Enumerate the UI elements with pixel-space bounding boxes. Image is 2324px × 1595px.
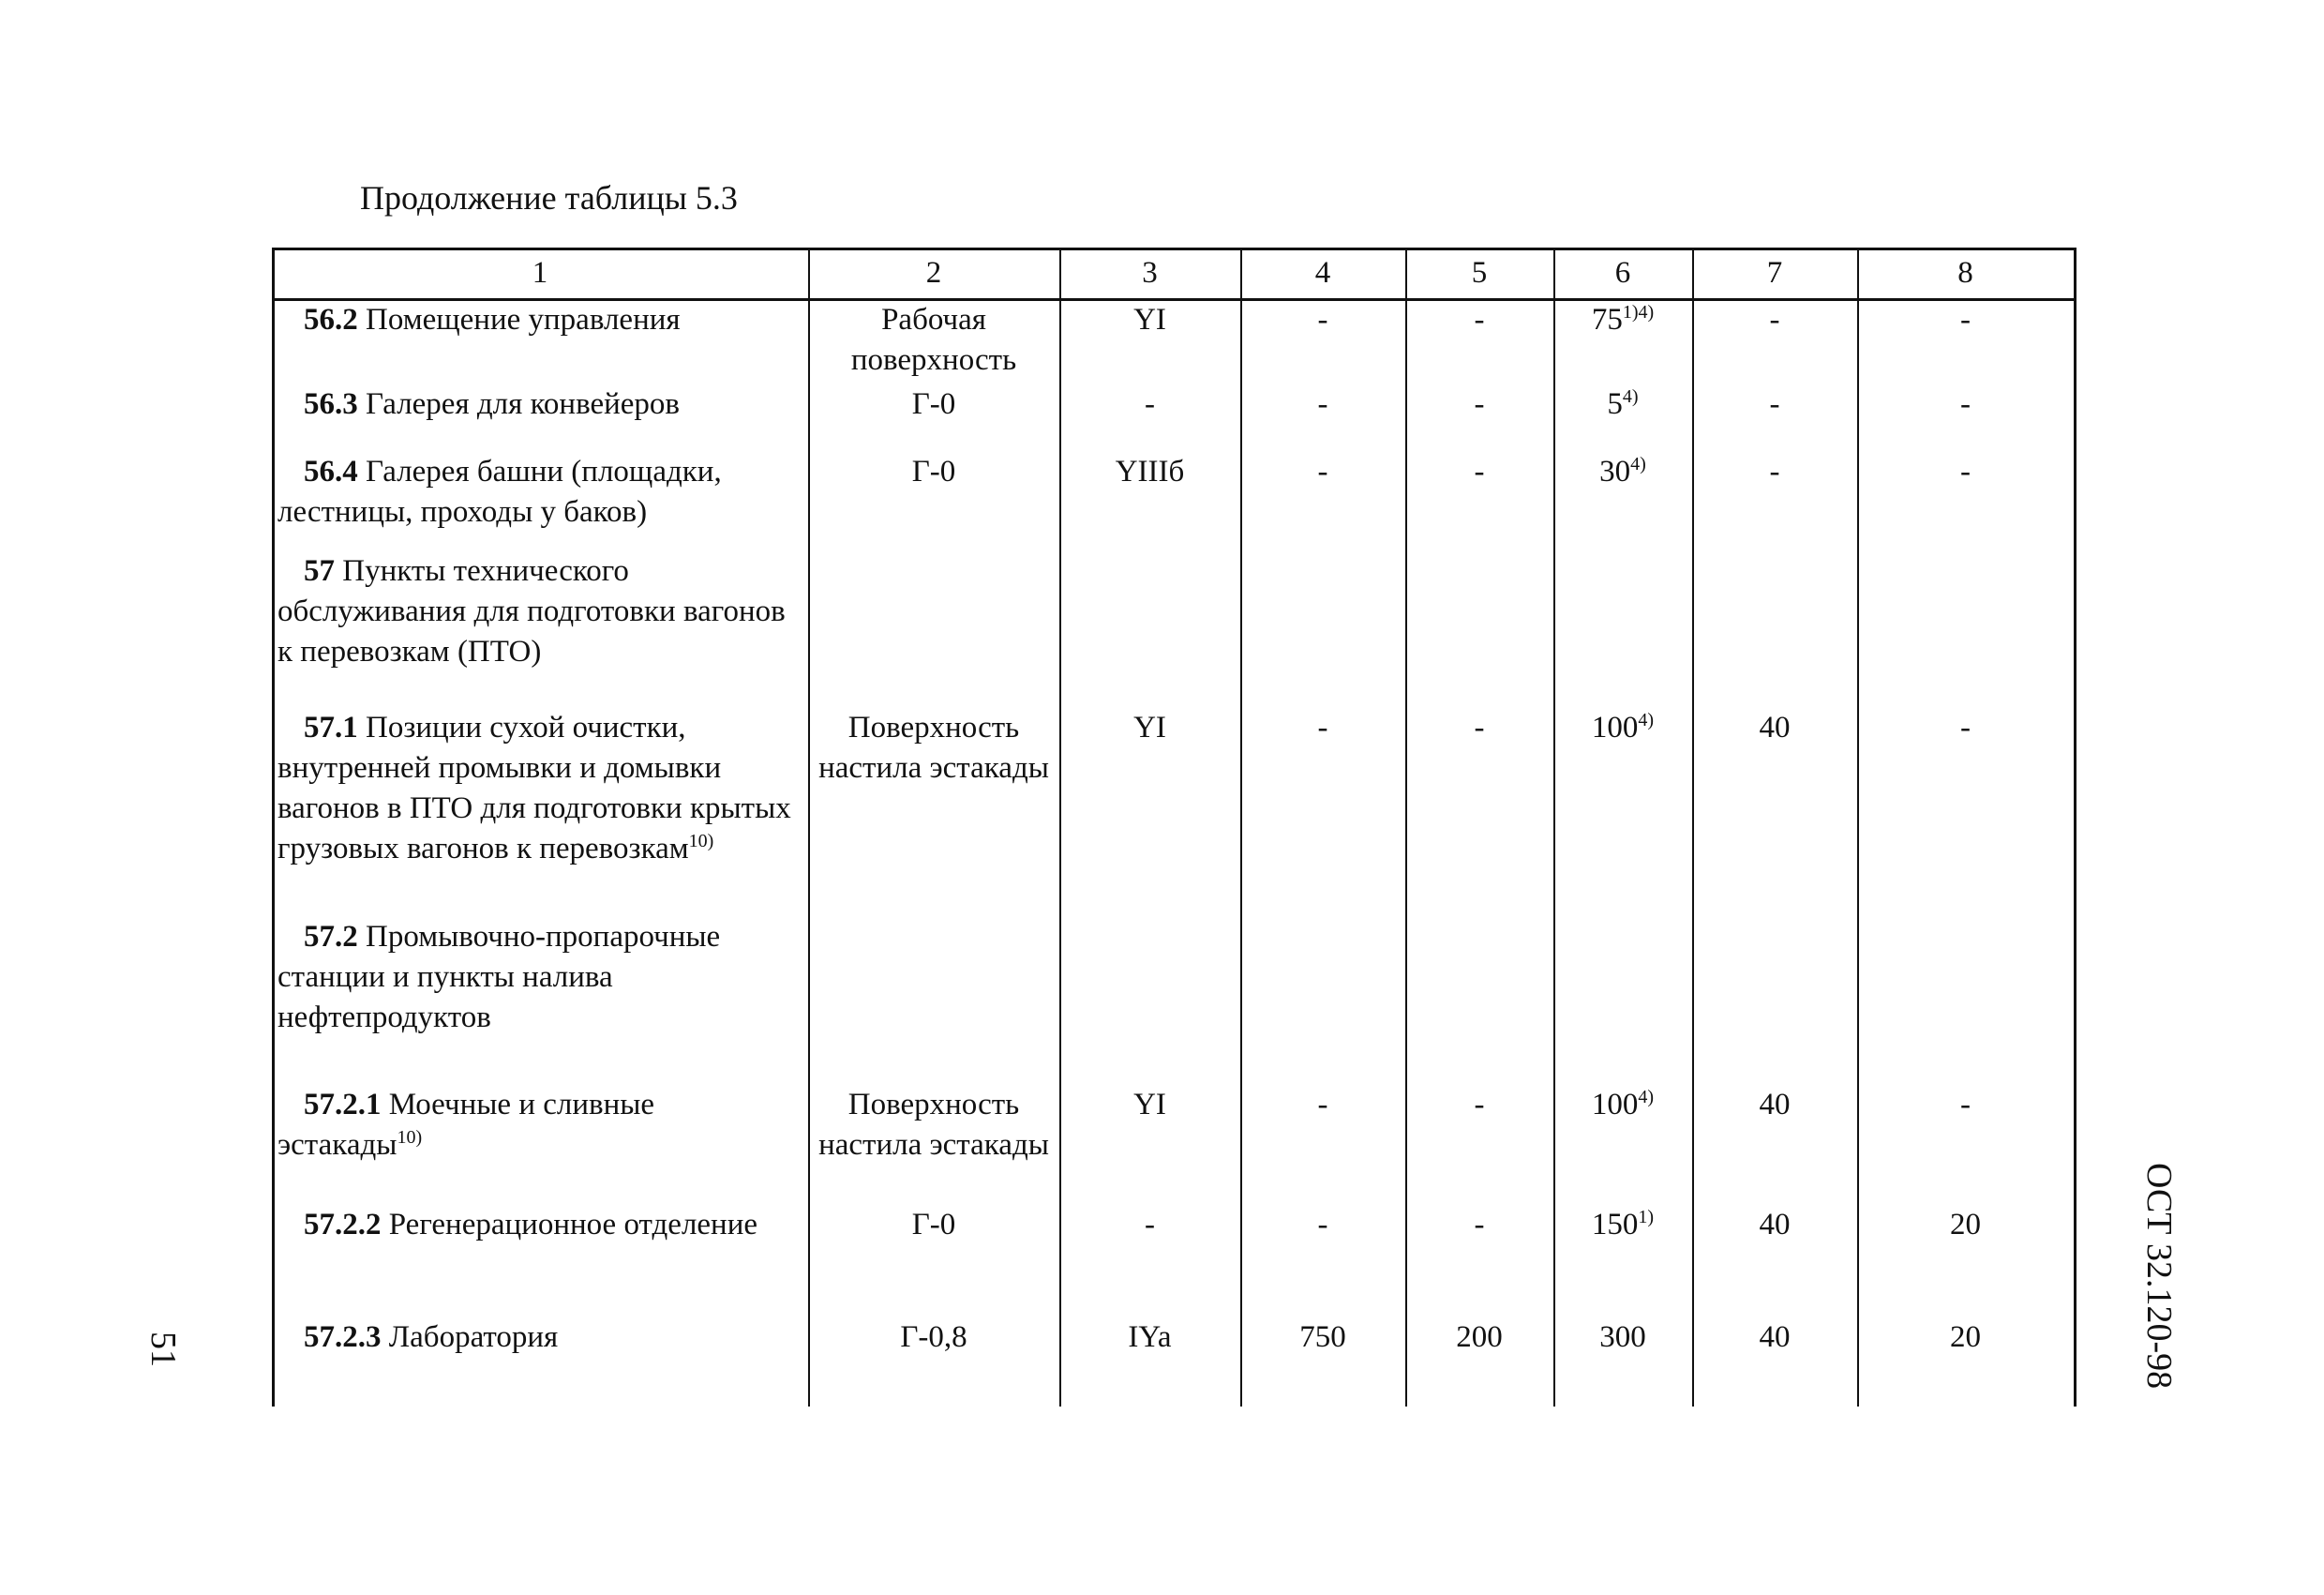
cell-col-3: IYa (1128, 1320, 1172, 1354)
header-cell: 6 (1614, 256, 1631, 290)
cell-col-6: 5$^{4)}$ (1607, 386, 1639, 421)
cell-col-3: - (1145, 387, 1155, 421)
row-name-cell (277, 1085, 804, 1166)
row-title: Моечные и сливные эстакады (277, 1088, 655, 1162)
header-cell: 2 (925, 256, 942, 290)
cell-col-4: 750 (1299, 1320, 1346, 1354)
header-cell: 7 (1766, 256, 1783, 290)
cell-col-8: - (1960, 711, 1971, 745)
footnote-ref: 4) (1638, 1087, 1655, 1107)
cell-col-7: - (1769, 455, 1780, 489)
cell-col-5: - (1474, 711, 1485, 745)
cell-col-8: - (1960, 387, 1971, 421)
document-id: ОСТ 32.120-98 (2139, 1163, 2179, 1390)
cell-col-8: - (1960, 1088, 1971, 1121)
row-name-cell (277, 1317, 804, 1358)
cell-col-8: - (1960, 303, 1971, 337)
cell-col-4: - (1317, 303, 1328, 337)
cell-col-7: 40 (1759, 1088, 1791, 1121)
row-number: 57.2.3 (304, 1320, 382, 1354)
cell-col-3: YI (1133, 1088, 1166, 1121)
cell-col-3: - (1145, 1208, 1155, 1241)
cell-col-2: Рабочая поверхность (850, 303, 1017, 377)
footnote-ref: 10) (688, 831, 714, 851)
footnote-ref: 4) (1630, 454, 1646, 474)
cell-col-2: Г-0,8 (900, 1320, 967, 1354)
row-number: 57.2.1 (304, 1088, 382, 1121)
cell-col-7: 40 (1759, 711, 1791, 745)
cell-col-6: 300 (1599, 1320, 1646, 1354)
row-title: Галерея для конвейеров (357, 387, 681, 421)
row-number: 57.2.2 (304, 1208, 382, 1241)
row-number: 56.3 (304, 387, 358, 421)
row-title: Галерея башни (площадки, лестницы, проходы у баков) (277, 455, 722, 529)
header-cell: 4 (1314, 256, 1331, 290)
row-title: Лаборатория (381, 1320, 559, 1354)
table-vline (2074, 248, 2077, 1407)
cell-col-5: - (1474, 455, 1485, 489)
footnote-ref: 10) (397, 1127, 423, 1148)
cell-col-4: - (1317, 387, 1328, 421)
cell-col-3: YI (1133, 303, 1166, 337)
cell-col-2: Г-0 (911, 1208, 956, 1241)
row-name-cell (277, 708, 804, 869)
row-title: Регенерационное отделение (381, 1208, 758, 1241)
cell-col-6: $75^{1)4)}$ (1591, 302, 1655, 337)
row-name-cell (277, 300, 804, 340)
page-number: 51 (143, 1332, 183, 1367)
cell-col-3: YI (1133, 711, 1166, 745)
row-title: Пункты технического обслуживания для подготовки вагонов к перевозкам (ПТО) (277, 554, 786, 669)
cell-col-2: Г-0 (911, 455, 956, 489)
cell-col-5: - (1474, 1208, 1485, 1241)
cell-col-6: 100$^{4)}$ (1591, 710, 1655, 745)
header-cell: 5 (1471, 256, 1488, 290)
cell-col-4: - (1317, 1088, 1328, 1121)
footnote-ref: 4) (1622, 386, 1639, 407)
cell-col-8: 20 (1950, 1208, 1981, 1241)
row-name-cell (277, 1205, 804, 1245)
cell-col-8: 20 (1950, 1320, 1981, 1354)
row-number: 57.2 (304, 920, 358, 954)
row-number: 56.4 (304, 455, 358, 489)
table-hline (272, 248, 2077, 250)
row-number: 57.1 (304, 711, 358, 745)
footnote-ref: 1) (1638, 1207, 1655, 1227)
table-vline (272, 248, 275, 1407)
header-cell: 3 (1142, 256, 1158, 290)
header-cell: 1 (532, 256, 548, 290)
cell-col-2: Г-0 (911, 387, 956, 421)
cell-col-5: - (1474, 387, 1485, 421)
footnote-ref: 1)4) (1622, 302, 1655, 323)
row-name-cell (277, 917, 804, 1038)
cell-col-7: - (1769, 387, 1780, 421)
cell-col-6: 150$^{1)}$ (1591, 1207, 1655, 1241)
cell-col-7: - (1769, 303, 1780, 337)
cell-col-4: - (1317, 455, 1328, 489)
cell-col-5: - (1474, 1088, 1485, 1121)
cell-col-8: - (1960, 455, 1971, 489)
cell-col-6: 30$^{4)}$ (1599, 454, 1646, 489)
cell-col-3: YIIIб (1115, 455, 1185, 489)
cell-col-4: - (1317, 711, 1328, 745)
cell-col-2: Поверхность настила эстакады (818, 1088, 1049, 1162)
table-caption: Продолжение таблицы 5.3 (360, 179, 738, 217)
cell-col-4: - (1317, 1208, 1328, 1241)
footnote-ref: 4) (1638, 710, 1655, 730)
row-number: 57 (304, 554, 335, 588)
cell-col-5: - (1474, 303, 1485, 337)
row-title: Промывочно-пропарочные станции и пункты налива нефтепродуктов (277, 920, 721, 1034)
row-name-cell (277, 452, 804, 533)
cell-col-6: 100$^{4)}$ (1591, 1087, 1655, 1121)
cell-col-7: 40 (1759, 1208, 1791, 1241)
row-title: Позиции сухой очистки, внутренней промывки и домывки вагонов в ПТО для подготовки крытых грузовых вагонов к перевозкам (277, 711, 791, 865)
row-name-cell (277, 384, 804, 425)
row-number: 56.2 (304, 303, 358, 337)
row-title: Помещение управления (357, 303, 681, 337)
cell-col-7: 40 (1759, 1320, 1791, 1354)
row-name-cell (277, 551, 804, 672)
cell-col-5: 200 (1456, 1320, 1503, 1354)
cell-col-2: Поверхность настила эстакады (818, 711, 1049, 785)
header-cell: 8 (1957, 256, 1973, 290)
